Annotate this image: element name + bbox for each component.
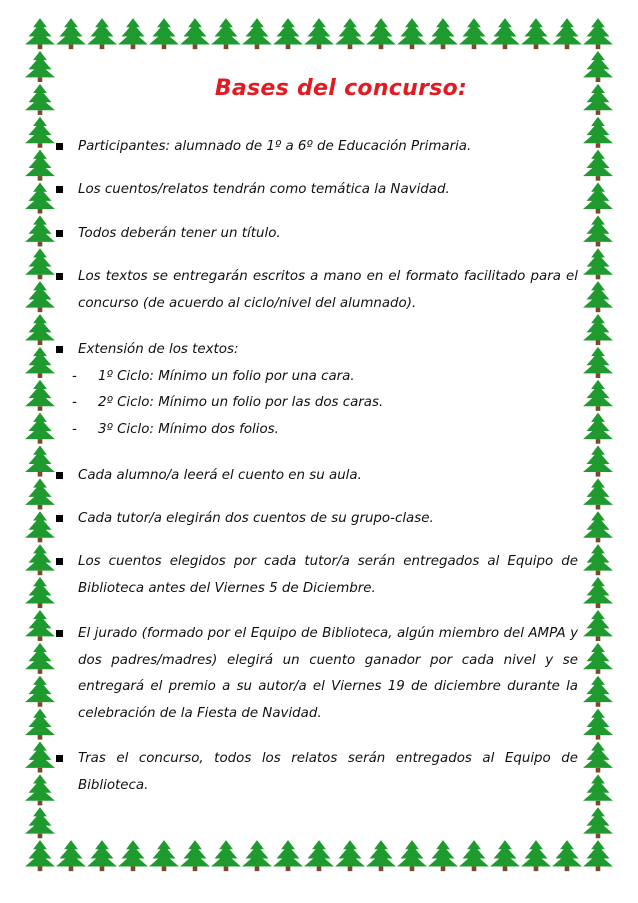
christmas-tree-icon bbox=[25, 610, 55, 641]
christmas-tree-icon bbox=[490, 840, 520, 871]
christmas-tree-icon bbox=[304, 840, 334, 871]
christmas-tree-icon bbox=[583, 610, 613, 641]
christmas-tree-icon bbox=[87, 18, 117, 49]
christmas-tree-icon bbox=[583, 577, 613, 608]
christmas-tree-icon bbox=[583, 774, 613, 805]
square-bullet-icon bbox=[56, 230, 63, 237]
christmas-tree-icon bbox=[583, 709, 613, 740]
christmas-tree-icon bbox=[583, 840, 613, 871]
list-item: El jurado (formado por el Equipo de Biblioteca, algún miembro del AMPA y dos padres/madres) elegirá un cuento ganador por cada nivel y se entregará el premio a su autor/a el Viernes 19 de diciembre durante la celebración de la Fiesta de Navidad. bbox=[56, 621, 578, 727]
christmas-tree-icon bbox=[25, 544, 55, 575]
christmas-tree-icon bbox=[25, 478, 55, 509]
christmas-tree-icon bbox=[583, 281, 613, 312]
christmas-tree-icon bbox=[25, 676, 55, 707]
christmas-tree-icon bbox=[25, 446, 55, 477]
sub-list-item: - 2º Ciclo: Mínimo un folio por las dos caras. bbox=[72, 395, 384, 410]
christmas-tree-icon bbox=[25, 18, 55, 49]
square-bullet-icon bbox=[56, 472, 63, 479]
christmas-tree-icon bbox=[459, 18, 489, 49]
christmas-tree-icon bbox=[180, 840, 210, 871]
list-item: Los cuentos elegidos por cada tutor/a serán entregados al Equipo de Biblioteca antes del Viernes 5 de Diciembre. bbox=[56, 549, 578, 602]
square-bullet-icon bbox=[56, 186, 63, 193]
christmas-tree-icon bbox=[25, 511, 55, 542]
christmas-tree-icon bbox=[583, 380, 613, 411]
sub-list bbox=[56, 364, 578, 444]
christmas-tree-icon bbox=[521, 840, 551, 871]
christmas-tree-icon bbox=[335, 18, 365, 49]
christmas-tree-icon bbox=[583, 413, 613, 444]
christmas-tree-icon bbox=[304, 18, 334, 49]
square-bullet-icon bbox=[56, 515, 63, 522]
christmas-tree-icon bbox=[583, 511, 613, 542]
christmas-tree-icon bbox=[583, 676, 613, 707]
list-item: Participantes: alumnado de 1º a 6º de Educación Primaria. bbox=[56, 134, 578, 161]
christmas-tree-icon bbox=[583, 51, 613, 82]
christmas-tree-icon bbox=[273, 840, 303, 871]
christmas-tree-icon bbox=[459, 840, 489, 871]
square-bullet-icon bbox=[56, 558, 63, 565]
christmas-tree-icon bbox=[397, 18, 427, 49]
christmas-tree-icon bbox=[552, 840, 582, 871]
square-bullet-icon bbox=[56, 630, 63, 637]
list-item: Tras el concurso, todos los relatos serán entregados al Equipo de Biblioteca. bbox=[56, 746, 578, 799]
christmas-tree-icon bbox=[583, 183, 613, 214]
christmas-tree-icon bbox=[149, 18, 179, 49]
christmas-tree-icon bbox=[583, 84, 613, 115]
christmas-tree-icon bbox=[25, 709, 55, 740]
sub-list-item: - 1º Ciclo: Mínimo un folio por una cara. bbox=[72, 368, 355, 384]
christmas-tree-icon bbox=[583, 446, 613, 477]
christmas-tree-icon bbox=[56, 18, 86, 49]
christmas-tree-icon bbox=[25, 413, 55, 444]
christmas-tree-icon bbox=[583, 248, 613, 279]
christmas-tree-icon bbox=[118, 840, 148, 871]
christmas-tree-icon bbox=[242, 840, 272, 871]
christmas-tree-icon bbox=[428, 18, 458, 49]
christmas-tree-icon bbox=[25, 314, 55, 345]
square-bullet-icon bbox=[56, 143, 63, 150]
christmas-tree-icon bbox=[211, 18, 241, 49]
list-item: Los cuentos/relatos tendrán como temática la Navidad. bbox=[56, 177, 578, 204]
list-item: Todos deberán tener un título. bbox=[56, 221, 578, 248]
christmas-tree-icon bbox=[366, 840, 396, 871]
sub-list-item: - 3º Ciclo: Mínimo dos folios. bbox=[72, 421, 279, 437]
christmas-tree-icon bbox=[242, 18, 272, 49]
christmas-tree-icon bbox=[25, 150, 55, 181]
list-item: Cada tutor/a elegirán dos cuentos de su grupo-clase. bbox=[56, 506, 578, 533]
christmas-tree-icon bbox=[273, 18, 303, 49]
christmas-tree-icon bbox=[583, 117, 613, 148]
christmas-tree-icon bbox=[25, 347, 55, 378]
christmas-tree-icon bbox=[25, 51, 55, 82]
christmas-tree-icon bbox=[25, 577, 55, 608]
christmas-tree-icon bbox=[397, 840, 427, 871]
christmas-tree-icon bbox=[25, 643, 55, 674]
christmas-tree-icon bbox=[583, 215, 613, 246]
christmas-tree-icon bbox=[583, 807, 613, 838]
square-bullet-icon bbox=[56, 273, 63, 280]
christmas-tree-icon bbox=[25, 84, 55, 115]
christmas-tree-icon bbox=[335, 840, 365, 871]
list-item: Los textos se entregarán escritos a mano en el formato facilitado para el concurso (de acuerdo al ciclo/nivel del alumnado). bbox=[56, 264, 578, 317]
christmas-tree-icon bbox=[25, 840, 55, 871]
christmas-tree-icon bbox=[583, 741, 613, 772]
christmas-tree-icon bbox=[583, 643, 613, 674]
page-title: Bases del concurso: bbox=[214, 76, 468, 101]
christmas-tree-icon bbox=[118, 18, 148, 49]
christmas-tree-icon bbox=[180, 18, 210, 49]
christmas-tree-icon bbox=[25, 248, 55, 279]
christmas-tree-icon bbox=[25, 117, 55, 148]
christmas-tree-icon bbox=[428, 840, 458, 871]
square-bullet-icon bbox=[56, 755, 63, 762]
christmas-tree-icon bbox=[25, 807, 55, 838]
christmas-tree-icon bbox=[25, 741, 55, 772]
christmas-tree-icon bbox=[583, 314, 613, 345]
square-bullet-icon bbox=[56, 346, 63, 353]
christmas-tree-icon bbox=[149, 840, 179, 871]
list-item: Cada alumno/a leerá el cuento en su aula. bbox=[56, 463, 578, 490]
christmas-tree-icon bbox=[521, 18, 551, 49]
christmas-tree-icon bbox=[552, 18, 582, 49]
christmas-tree-icon bbox=[87, 840, 117, 871]
christmas-tree-icon bbox=[25, 281, 55, 312]
christmas-tree-icon bbox=[25, 774, 55, 805]
christmas-tree-icon bbox=[56, 840, 86, 871]
christmas-tree-icon bbox=[583, 150, 613, 181]
christmas-tree-icon bbox=[211, 840, 241, 871]
christmas-tree-icon bbox=[490, 18, 520, 49]
christmas-tree-icon bbox=[25, 380, 55, 411]
christmas-tree-icon bbox=[366, 18, 396, 49]
christmas-tree-icon bbox=[583, 347, 613, 378]
christmas-tree-icon bbox=[25, 215, 55, 246]
christmas-tree-icon bbox=[583, 478, 613, 509]
christmas-tree-icon bbox=[583, 18, 613, 49]
christmas-tree-icon bbox=[25, 183, 55, 214]
christmas-tree-icon bbox=[583, 544, 613, 575]
list-item: Extensión de los textos: - 1º Ciclo: Mínimo un folio por una cara. - 2º Ciclo: Mínimo un folio por las dos caras. - 3º Ciclo: Mínimo dos folios. bbox=[56, 337, 578, 443]
